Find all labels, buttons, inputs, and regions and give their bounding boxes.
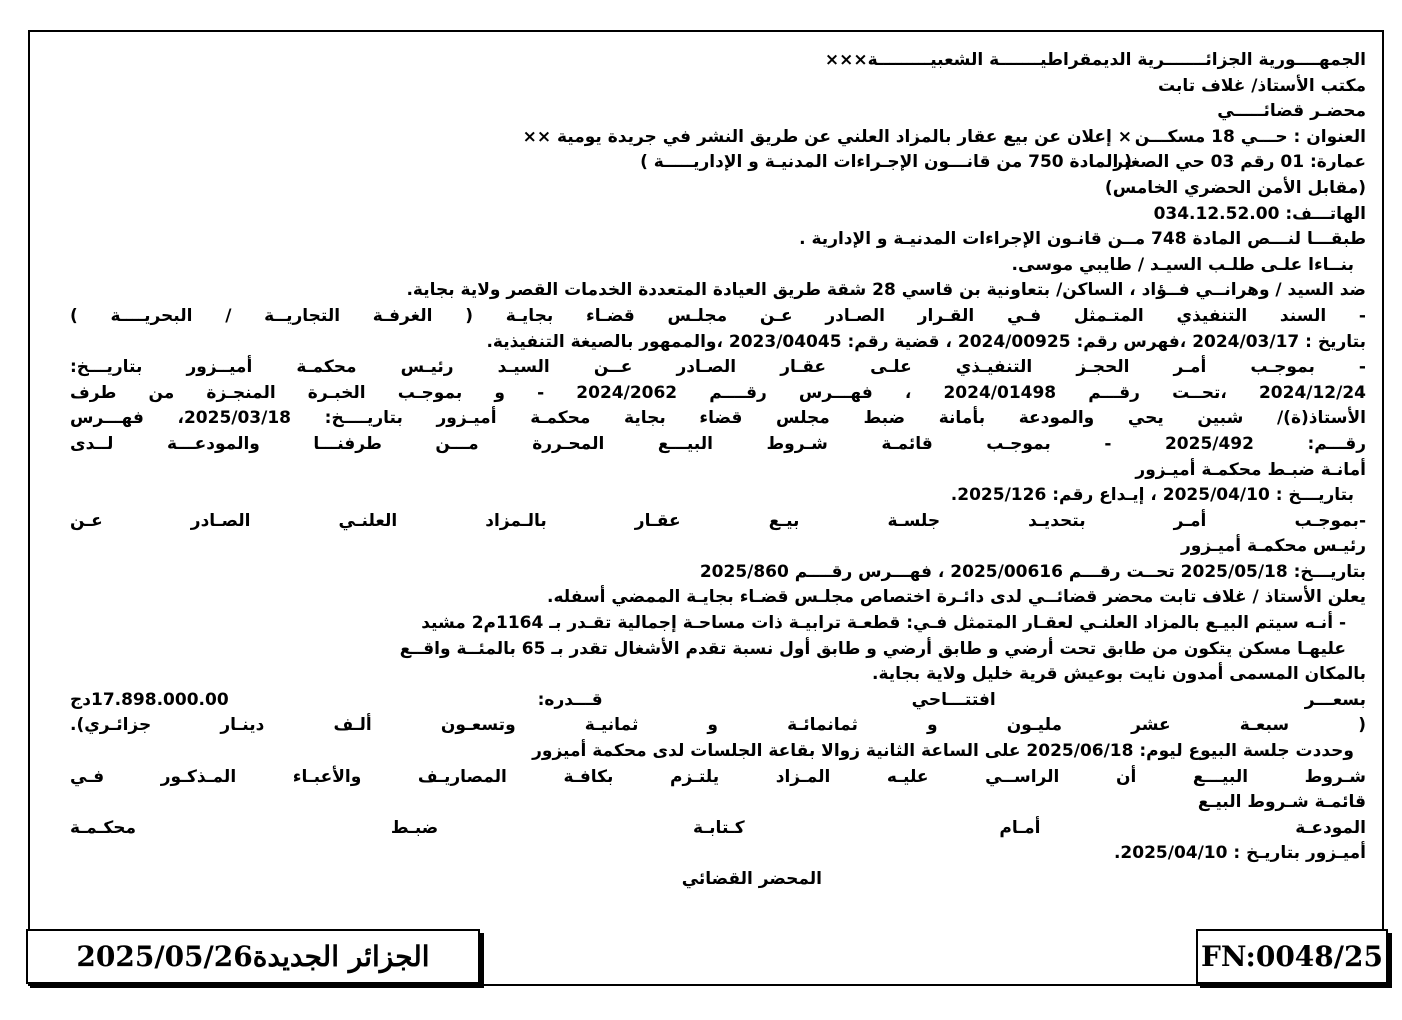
office-name: مكتب الأستاذ/ غلاف تابت (1158, 75, 1366, 96)
body-line: الأستاذ(ة)/ شبين يحي والمودعة بأمانة ضبط مجلس قضاء بجاية محكمـة أميـزور بتاريــــخ: 2025/03/18، فهـــرس (70, 408, 1366, 429)
bailiff-title: محضـر قضائـــــي (1217, 101, 1366, 122)
body-line: -بموجـب أمـر بتحديـد جلسـة بيـع عقـار بالـمزاد العلنـي الصـادر عـن (70, 510, 1366, 531)
signature: المحضر القضائي (681, 869, 822, 889)
body-line: قائمـة شـروط البيـع (1197, 792, 1366, 813)
body-line: أميـزور بتاريـخ : 2025/04/10. (1113, 843, 1366, 864)
phone: الهاتـــف: 034.12.52.00 (1153, 203, 1366, 224)
auction-date: وحددت جلسة البيوع ليوم: 2025/06/18 على الساعة الثانية زوالا بقاعة الجلسات لدى محكمة أميزور (532, 741, 1354, 762)
legal-notice (70, 48, 1366, 893)
address-row (70, 125, 1366, 151)
body-line: - بموجـب أمـر الحجـز التنفيـذي علـى عقـار الصـادر عــن السيـد رئيـس محكمـة أميــزور بتاريـــخ: (70, 357, 1366, 378)
body-line: ضد السيد / وهرانــي فــؤاد ، الساكن/ بتعاونية بن قاسي 28 شقة طريق العيادة المتعددة الخدمات القصر ولاية بجاية. (406, 280, 1366, 301)
file-number-box: FN:0048/25 (1196, 929, 1388, 984)
body-line: بتاريـــخ: 2025/05/18 تحــت رقـــم 2025/00616 ، فهـــرس رقــــم 2025/860 (699, 561, 1366, 582)
body-line: - أنـه سيتم البيـع بالمزاد العلنـي لعقـار المتمثل فـي: قطعـة ترابيـة ذات مساحـة إجمالية تقـدر بـ 1164م2 مشيد (421, 613, 1346, 634)
article-reference: ( المادة 750 من قانـــون الإجـراءات المدنيـة و الإداريـــــة ) (640, 152, 1132, 173)
announcement-title: × إعلان عن بيع عقار بالمزاد العلني عن طريق النشر في جريدة يومية ×× (522, 126, 1132, 147)
body-line: أمانـة ضبـط محكمـة أميـزور (1135, 459, 1366, 480)
body-line: المودعـة أمـام كـتابـة ضبـط محكـمـة (70, 817, 1366, 838)
price-in-words: ( سبعـة عشر مليـون و ثمانمائـة و ثمانيـة وتسعـون ألـف دينـار جزائـري). (70, 715, 1366, 736)
body-line: بالمكان المسمى أمدون نايت بوعيش قرية خليل ولاية بجاية. (872, 664, 1366, 685)
body-line: شـروط البيـــع أن الراســي عليـه المـزاد يلتـزم بكافـة المصاريـف والأعبـاء المـذكـور فـي (70, 766, 1366, 787)
republic-header: الجمهــــورية الجزائـــــــرية الديمقراطيـــــــة الشعبيـــــــــة××× (824, 50, 1366, 70)
body-line: 2024/12/24 ،تحــت رقـــم 2024/01498 ، فهـــرس رقــــم 2024/2062 - و بموجـب الخبـرة المنجـزة من طرف (70, 382, 1366, 403)
body-line: بتاريخ : 2024/03/17 ،فهرس رقم: 2024/00925 ، قضية رقم: 2023/04045 ،والممهور بالصيغة التنفيذية. (486, 331, 1366, 352)
body-line: - السند التنفيذي المتـمثل فـي القـرار الصـادر عـن مجلـس قضـاء بجايـة ( الغرفـة التجاريــة / البحريــــة ) (70, 305, 1366, 326)
landmark: (مقابل الأمن الحضري الخامس) (1104, 177, 1366, 198)
body-line: رئيـس محكمـة أميـزور (1181, 536, 1366, 557)
body-line: بنــاءا علـى طلـب السيـد / طايبي موسى. (1011, 254, 1354, 275)
building-address: عمارة: 01 رقم 03 حي الصغير (1113, 152, 1366, 173)
body-line: يعلن الأستاذ / غلاف تابت محضر قضائــي لدى دائـرة اختصاص مجلـس قضـاء بجايـة الممضي أسفله. (547, 587, 1366, 608)
body-line: رقـــم: 2025/492 - بموجـب قائمـة شـروط البيـــع المحـررة مـــن طرفنـــا والمودعـــة لــدى (70, 433, 1366, 454)
address-label: العنوان : حـــي 18 مسكـــن (1134, 126, 1366, 147)
newspaper-date-box: الجزائر الجديدة2025/05/26 (26, 929, 480, 984)
body-line: طبقـــا لنـــص المادة 748 مــن قانـون الإجراءات المدنيـة و الإدارية . (799, 229, 1366, 250)
body-line: عليهـا مسكن يتكون من طابق تحت أرضي و طابق أرضي و طابق أول نسبة تقدم الأشغال تقدر بـ 65 بالمئــة واقــع (399, 638, 1346, 659)
body-line: بتاريـــخ : 2025/04/10 ، إيـداع رقم: 2025/126. (950, 485, 1354, 506)
building-row (70, 150, 1366, 176)
opening-price: بسعـــر افتتـــاحي قـــدره: 17.898.000.00دج (70, 689, 1366, 710)
